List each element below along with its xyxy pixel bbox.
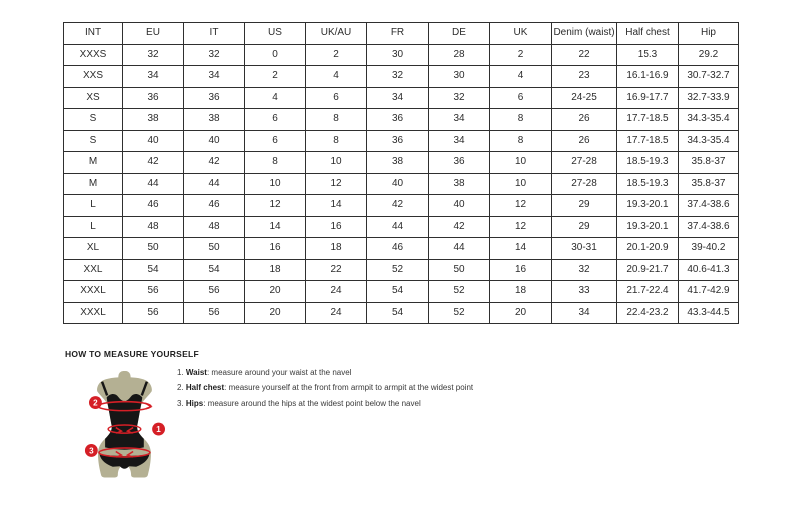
size-table xyxy=(63,22,739,324)
table-cell: 6 xyxy=(245,109,306,131)
table-row xyxy=(64,259,739,281)
table-cell: 8 xyxy=(490,109,552,131)
table-row xyxy=(64,216,739,238)
table-cell: 4 xyxy=(245,87,306,109)
table-cell: 44 xyxy=(367,216,429,238)
table-cell: 22 xyxy=(306,259,367,281)
table-cell: 16.1-16.9 xyxy=(617,66,679,88)
table-cell: 29 xyxy=(552,216,617,238)
table-cell: 38 xyxy=(367,152,429,174)
table-cell: 50 xyxy=(123,238,184,260)
table-cell: S xyxy=(64,109,123,131)
table-cell: 34 xyxy=(552,302,617,324)
table-cell: 18 xyxy=(490,281,552,303)
table-cell: 44 xyxy=(184,173,245,195)
table-cell: 34 xyxy=(367,87,429,109)
table-cell: 36 xyxy=(367,130,429,152)
table-cell: 22.4-23.2 xyxy=(617,302,679,324)
table-row xyxy=(64,195,739,217)
table-cell: 34 xyxy=(123,66,184,88)
table-cell: 18 xyxy=(245,259,306,281)
table-cell: 30 xyxy=(429,66,490,88)
table-cell: 10 xyxy=(490,173,552,195)
table-cell: 18.5-19.3 xyxy=(617,173,679,195)
step-label: Half chest xyxy=(185,383,225,393)
table-cell: 27-28 xyxy=(552,173,617,195)
measure-steps-list xyxy=(177,369,507,415)
table-cell: 8 xyxy=(306,109,367,131)
table-row xyxy=(64,281,739,303)
table-cell: 40.6-41.3 xyxy=(679,259,739,281)
table-cell: XS xyxy=(64,87,123,109)
table-cell: 28 xyxy=(429,44,490,66)
table-cell: 56 xyxy=(184,281,245,303)
table-row xyxy=(64,130,739,152)
table-cell: 8 xyxy=(306,130,367,152)
table-cell: 32 xyxy=(184,44,245,66)
table-cell: 17.7-18.5 xyxy=(617,130,679,152)
step-number: 2. xyxy=(177,383,186,393)
table-cell: 40 xyxy=(367,173,429,195)
table-cell: 21.7-22.4 xyxy=(617,281,679,303)
table-cell: 12 xyxy=(490,195,552,217)
table-cell: 46 xyxy=(184,195,245,217)
measure-step xyxy=(177,384,507,392)
table-cell: 6 xyxy=(245,130,306,152)
table-cell: 16.9-17.7 xyxy=(617,87,679,109)
table-cell: 23 xyxy=(552,66,617,88)
table-row xyxy=(64,152,739,174)
table-cell: 34 xyxy=(184,66,245,88)
table-cell: 20 xyxy=(245,281,306,303)
table-cell: 30-31 xyxy=(552,238,617,260)
table-cell: 32 xyxy=(429,87,490,109)
table-cell: 27-28 xyxy=(552,152,617,174)
table-cell: 16 xyxy=(490,259,552,281)
table-cell: 38 xyxy=(184,109,245,131)
step-number: 1. xyxy=(177,368,186,377)
table-cell: 48 xyxy=(184,216,245,238)
table-cell: 20 xyxy=(245,302,306,324)
badge-2-number: 2 xyxy=(93,398,98,408)
column-header: INT xyxy=(64,23,123,45)
table-row xyxy=(64,238,739,260)
table-cell: 19.3-20.1 xyxy=(617,216,679,238)
table-row xyxy=(64,173,739,195)
table-cell: 52 xyxy=(367,259,429,281)
badge-3-number: 3 xyxy=(89,446,94,456)
column-header: Half chest xyxy=(617,23,679,45)
table-cell: 30 xyxy=(367,44,429,66)
table-cell: L xyxy=(64,195,123,217)
table-cell: 32 xyxy=(552,259,617,281)
table-cell: M xyxy=(64,152,123,174)
table-cell: 32.7-33.9 xyxy=(679,87,739,109)
table-cell: 50 xyxy=(429,259,490,281)
table-cell: 35.8-37 xyxy=(679,173,739,195)
table-cell: 4 xyxy=(306,66,367,88)
table-cell: 54 xyxy=(367,302,429,324)
table-cell: 34.3-35.4 xyxy=(679,109,739,131)
table-cell: 36 xyxy=(429,152,490,174)
step-number: 3. xyxy=(177,398,186,408)
measurement-figure xyxy=(82,370,172,480)
table-cell: 46 xyxy=(367,238,429,260)
column-header: EU xyxy=(123,23,184,45)
step-text: : measure yourself at the front from armpit to armpit at the widest point xyxy=(224,383,474,393)
table-cell: 39-40.2 xyxy=(679,238,739,260)
table-cell: 20 xyxy=(490,302,552,324)
measure-step xyxy=(177,400,507,408)
column-header: Denim (waist) xyxy=(552,23,617,45)
table-cell: 33 xyxy=(552,281,617,303)
table-cell: 42 xyxy=(184,152,245,174)
table-cell: 14 xyxy=(245,216,306,238)
table-cell: 54 xyxy=(184,259,245,281)
table-cell: 17.7-18.5 xyxy=(617,109,679,131)
badge-1 xyxy=(152,423,165,436)
table-cell: 42 xyxy=(429,216,490,238)
badge-3 xyxy=(85,444,98,457)
table-cell: 18.5-19.3 xyxy=(617,152,679,174)
measure-section-title: HOW TO MEASURE YOURSELF xyxy=(65,349,199,359)
table-row xyxy=(64,109,739,131)
step-text: : measure around your waist at the navel xyxy=(206,368,352,377)
table-cell: 54 xyxy=(367,281,429,303)
badge-2 xyxy=(89,396,102,409)
table-cell: 41.7-42.9 xyxy=(679,281,739,303)
step-label: Waist xyxy=(185,368,207,377)
table-cell: 15.3 xyxy=(617,44,679,66)
table-cell: 54 xyxy=(123,259,184,281)
table-cell: XL xyxy=(64,238,123,260)
table-cell: 34 xyxy=(429,109,490,131)
table-cell: 4 xyxy=(490,66,552,88)
table-cell: 24 xyxy=(306,302,367,324)
table-cell: 44 xyxy=(429,238,490,260)
step-text: : measure around the hips at the widest point below the navel xyxy=(203,398,421,408)
table-cell: 29.2 xyxy=(679,44,739,66)
table-cell: 12 xyxy=(245,195,306,217)
table-cell: 0 xyxy=(245,44,306,66)
table-cell: XXXL xyxy=(64,281,123,303)
table-header-row xyxy=(64,23,739,45)
table-cell: 34 xyxy=(429,130,490,152)
table-cell: 40 xyxy=(184,130,245,152)
table-cell: 29 xyxy=(552,195,617,217)
table-cell: 8 xyxy=(245,152,306,174)
mannequin-illustration xyxy=(82,370,172,480)
table-cell: 40 xyxy=(123,130,184,152)
table-cell: 42 xyxy=(367,195,429,217)
column-header: US xyxy=(245,23,306,45)
table-cell: 48 xyxy=(123,216,184,238)
table-cell: 10 xyxy=(306,152,367,174)
table-cell: 56 xyxy=(123,302,184,324)
table-cell: 43.3-44.5 xyxy=(679,302,739,324)
table-cell: 12 xyxy=(306,173,367,195)
table-cell: XXXL xyxy=(64,302,123,324)
table-cell: 12 xyxy=(490,216,552,238)
column-header: UK xyxy=(490,23,552,45)
table-cell: 20.9-21.7 xyxy=(617,259,679,281)
table-cell: XXL xyxy=(64,259,123,281)
table-cell: 42 xyxy=(123,152,184,174)
table-cell: 2 xyxy=(306,44,367,66)
table-cell: 38 xyxy=(429,173,490,195)
table-cell: 40 xyxy=(429,195,490,217)
table-cell: 16 xyxy=(245,238,306,260)
column-header: UK/AU xyxy=(306,23,367,45)
table-cell: 36 xyxy=(184,87,245,109)
table-cell: 32 xyxy=(123,44,184,66)
table-cell: 52 xyxy=(429,281,490,303)
badge-1-number: 1 xyxy=(156,425,161,435)
table-cell: 37.4-38.6 xyxy=(679,195,739,217)
step-label: Hips xyxy=(185,398,204,408)
table-cell: 35.8-37 xyxy=(679,152,739,174)
table-cell: 32 xyxy=(367,66,429,88)
column-header: DE xyxy=(429,23,490,45)
table-cell: 37.4-38.6 xyxy=(679,216,739,238)
table-cell: 26 xyxy=(552,109,617,131)
table-row xyxy=(64,302,739,324)
table-cell: 46 xyxy=(123,195,184,217)
table-cell: 36 xyxy=(367,109,429,131)
table-cell: 10 xyxy=(245,173,306,195)
table-cell: 30.7-32.7 xyxy=(679,66,739,88)
table-cell: XXXS xyxy=(64,44,123,66)
column-header: IT xyxy=(184,23,245,45)
table-cell: 36 xyxy=(123,87,184,109)
table-cell: 50 xyxy=(184,238,245,260)
table-cell: 14 xyxy=(490,238,552,260)
table-cell: 56 xyxy=(123,281,184,303)
table-cell: 6 xyxy=(306,87,367,109)
table-cell: 24 xyxy=(306,281,367,303)
table-cell: 6 xyxy=(490,87,552,109)
table-cell: 52 xyxy=(429,302,490,324)
table-cell: 2 xyxy=(245,66,306,88)
table-cell: 2 xyxy=(490,44,552,66)
table-cell: 18 xyxy=(306,238,367,260)
table-cell: 10 xyxy=(490,152,552,174)
table-cell: 44 xyxy=(123,173,184,195)
table-cell: 34.3-35.4 xyxy=(679,130,739,152)
table-row xyxy=(64,87,739,109)
column-header: FR xyxy=(367,23,429,45)
table-cell: 26 xyxy=(552,130,617,152)
table-cell: L xyxy=(64,216,123,238)
table-cell: 14 xyxy=(306,195,367,217)
table-cell: 19.3-20.1 xyxy=(617,195,679,217)
measure-step xyxy=(177,369,507,377)
table-cell: 16 xyxy=(306,216,367,238)
table-row xyxy=(64,44,739,66)
table-cell: M xyxy=(64,173,123,195)
table-cell: 56 xyxy=(184,302,245,324)
table-cell: 24-25 xyxy=(552,87,617,109)
table-cell: S xyxy=(64,130,123,152)
table-cell: 38 xyxy=(123,109,184,131)
table-row xyxy=(64,66,739,88)
table-cell: 8 xyxy=(490,130,552,152)
table-cell: XXS xyxy=(64,66,123,88)
table-cell: 22 xyxy=(552,44,617,66)
table-cell: 20.1-20.9 xyxy=(617,238,679,260)
column-header: Hip xyxy=(679,23,739,45)
